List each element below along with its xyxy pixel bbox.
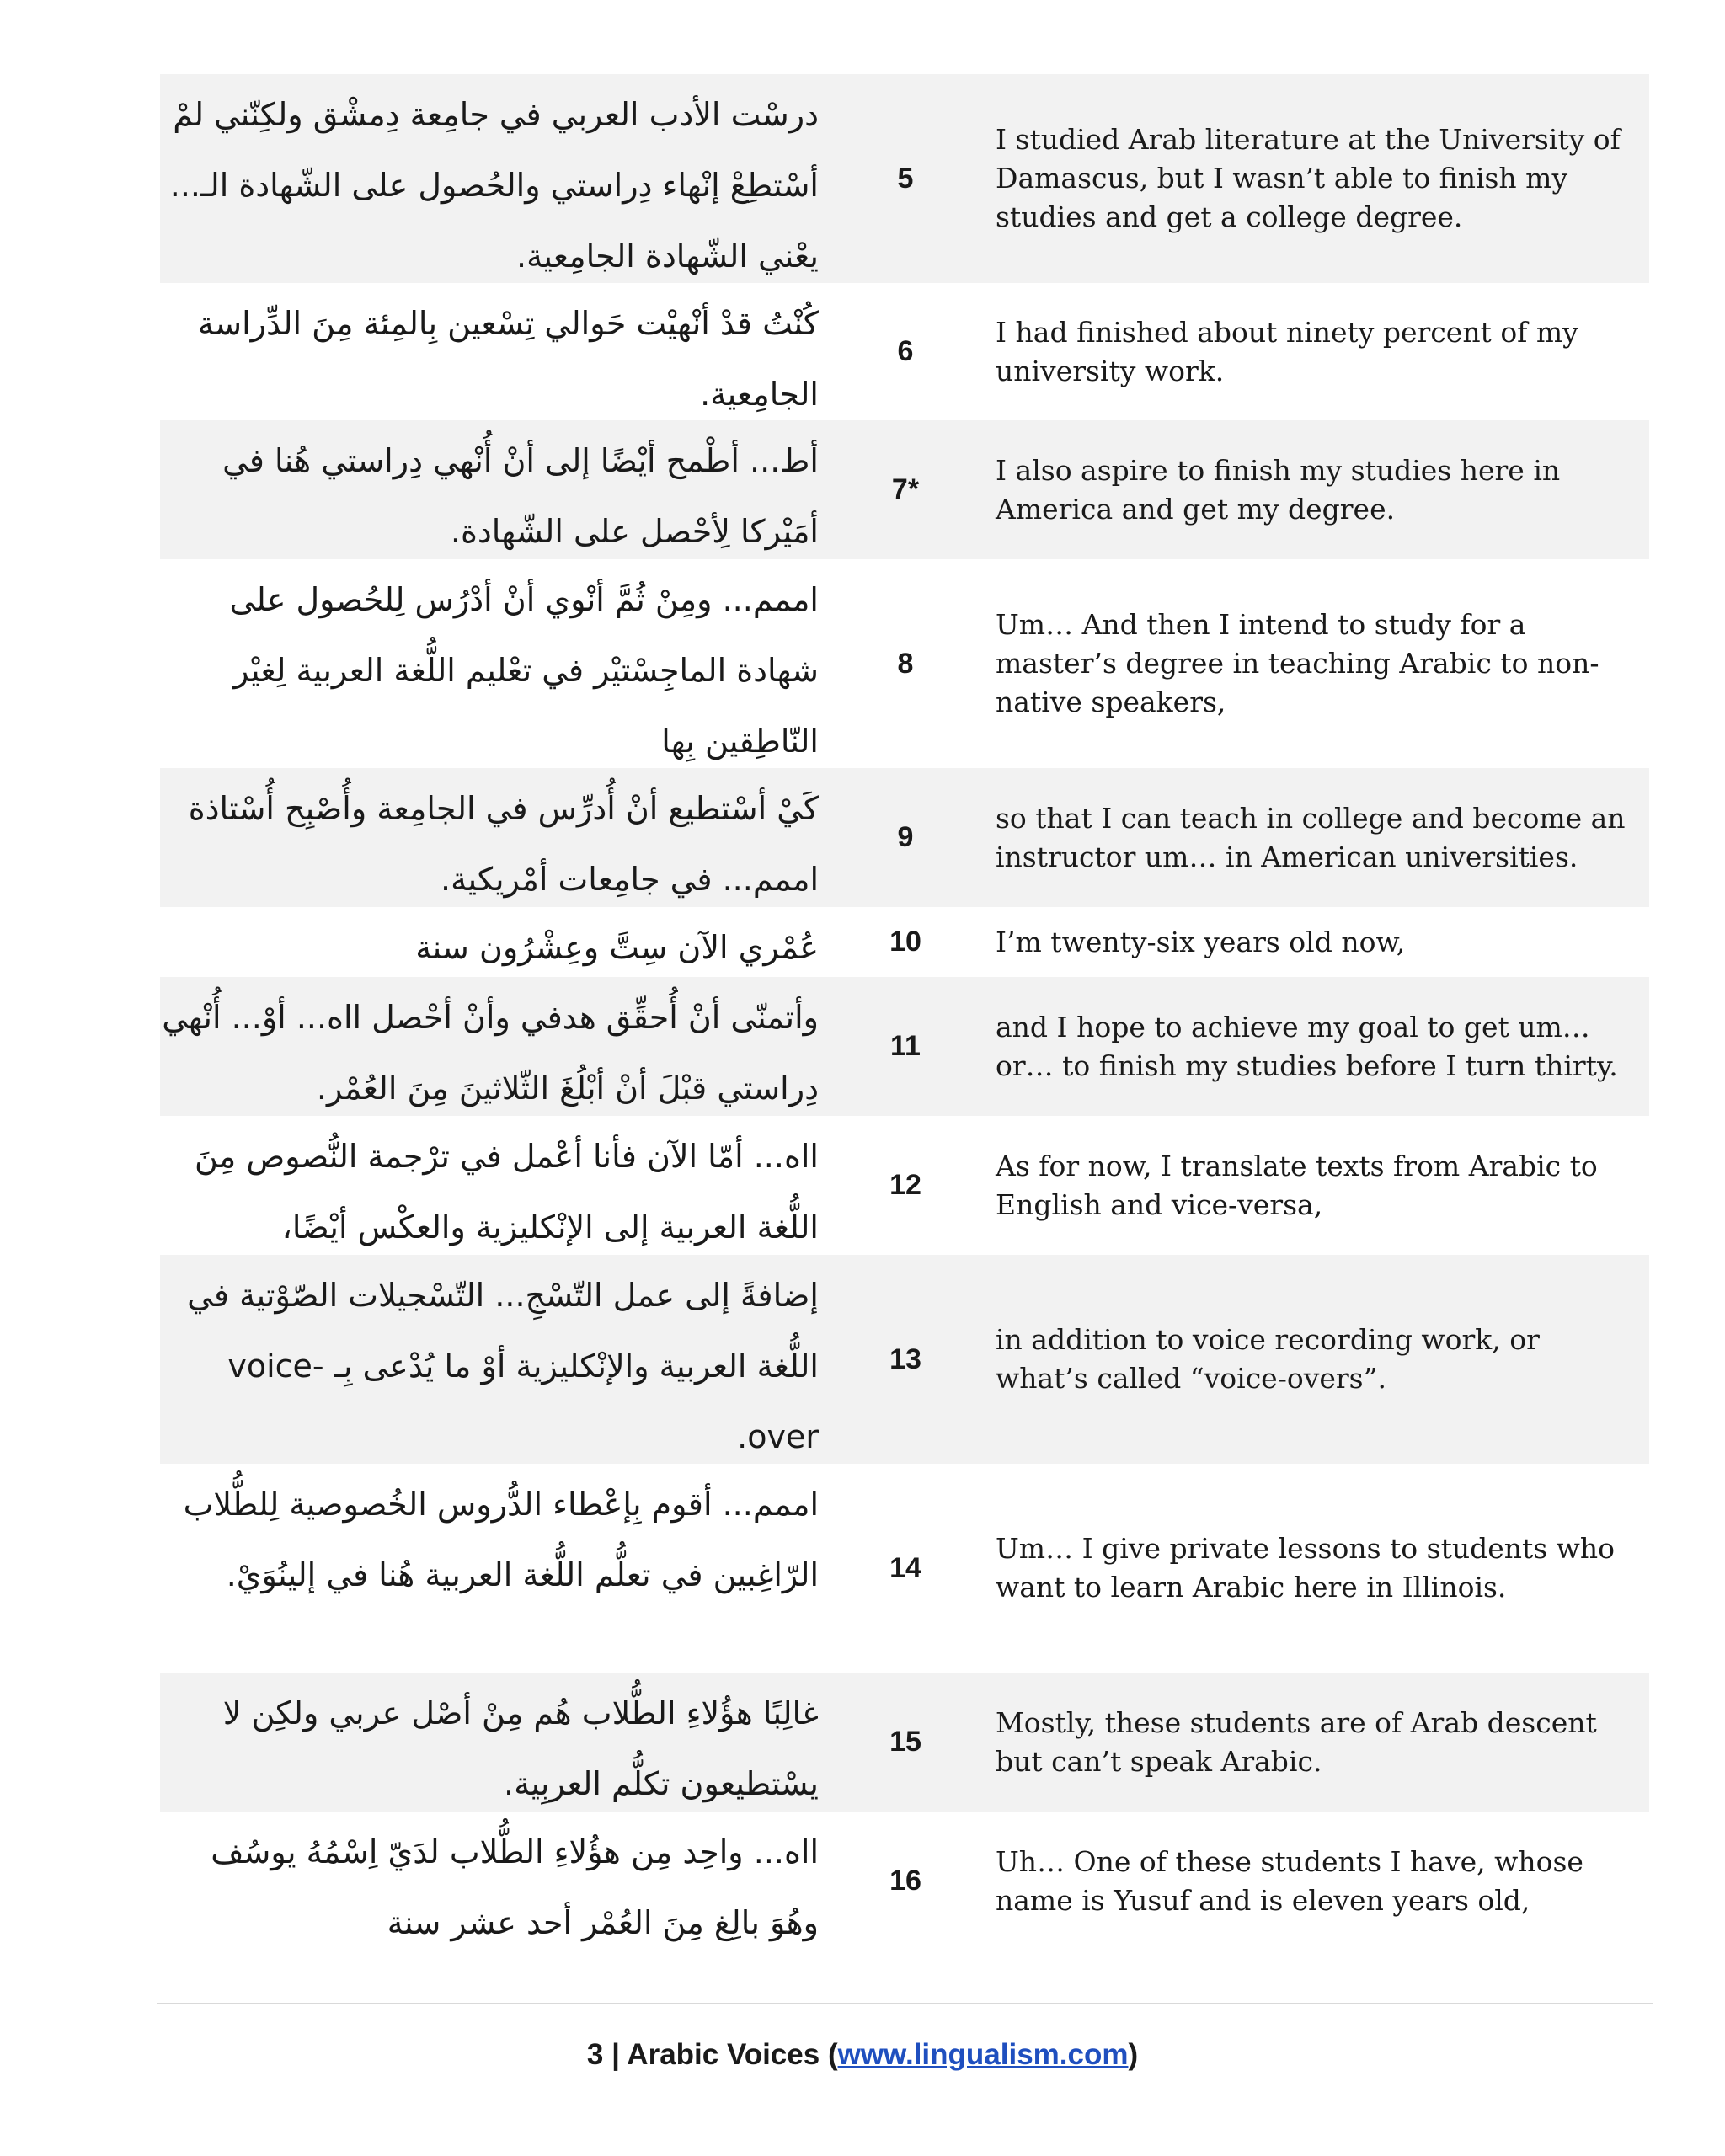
arabic-text: اممم... ومِنْ ثُمَّ أنْوي أنْ أدْرُس لِلحُصول على شهادة الماجِسْتيْر في تعْليم اللُّغة العربية لِغيْر النّاطِقين بِها [229, 581, 819, 760]
arabic-text: كَيْ أسْتطيع أنْ أُدرِّس في الجامِعة وأُصْبِح أُسْتاذة اممم... في جامِعات أمْريكية. [188, 790, 819, 898]
english-translation: so that I can teach in college and become an instructor um… in American universities. [996, 801, 1626, 873]
footer-close-paren: ) [1128, 2038, 1139, 2071]
english-cell [996, 1673, 1636, 1812]
footer-title: Arabic Voices [627, 2038, 820, 2071]
footer-link[interactable]: www.lingualism.com [837, 2038, 1129, 2071]
line-number: 13 [889, 1342, 921, 1375]
english-translation: and I hope to achieve my goal to get um… or… to finish my studies before I turn thirty. [996, 1010, 1618, 1082]
english-cell [996, 1116, 1636, 1255]
table-row [160, 907, 1649, 977]
table-row [160, 768, 1649, 907]
arabic-text: أط... أطْمح أيْضًا إلى أنْ أُنْهي دِراستي هُنا في أمَيْركا لِأحْصل على الشّهادة. [222, 442, 819, 550]
arabic-text: غالِبًا هؤُلاءِ الطُّلاب هُم مِنْ أصْل عربي ولكِن لا يسْتطيعون تكلُّم العربِية. [222, 1694, 819, 1802]
english-translation: I’m twenty-six years old now, [996, 925, 1406, 958]
english-translation: I also aspire to finish my studies here in America and get my degree. [996, 453, 1561, 526]
line-number: 14 [889, 1551, 921, 1584]
english-cell [996, 1255, 1636, 1464]
footer-separator: | [611, 2038, 620, 2071]
english-cell [996, 907, 1636, 977]
english-cell [996, 1812, 1636, 1951]
line-number: 5 [897, 162, 914, 195]
english-translation: Um… I give private lessons to students who want to learn Arabic here in Illinois. [996, 1532, 1616, 1604]
english-cell [996, 977, 1636, 1116]
english-translation: Um… And then I intend to study for a master’s degree in teaching Arabic to non-native speakers, [996, 608, 1599, 718]
english-translation: I studied Arab literature at the University of Damascus, but I wasn’t able to finish my studies and get a college degree. [996, 123, 1621, 233]
arabic-text: ااه... أمّا الآن فأنا أعْمل في ترْجمة النُّصوص مِنَ اللُّغة العربية إلى الإنْكليزية والعكْس أيْضًا، [194, 1138, 819, 1246]
line-number: 9 [897, 821, 914, 853]
arabic-text: وأتمنّى أنْ أُحقِّق هدفي وأنْ أحْصل ااه... أوْ... أُنْهي دِراستي قبْلَ أنْ أبْلُغَ الثّلاثينَ مِنَ العُمْر. [162, 999, 819, 1107]
page-footer [0, 2038, 1725, 2072]
english-cell [996, 768, 1636, 907]
line-number: 10 [889, 926, 921, 958]
table-row [160, 283, 1649, 420]
line-number: 11 [890, 1030, 921, 1062]
line-number: 12 [889, 1169, 921, 1201]
table-row [160, 1812, 1649, 1951]
english-cell [996, 1464, 1636, 1673]
table-row [160, 74, 1649, 283]
line-number: 8 [897, 647, 914, 680]
table-row [160, 977, 1649, 1116]
table-row [160, 1255, 1649, 1464]
arabic-text: كُنْتُ قدْ أنْهيْت حَوالي تِسْعين بِالمِئة مِنَ الدِّراسة الجامِعية. [197, 305, 819, 413]
english-cell [996, 283, 1636, 420]
arabic-text: إضافةً إلى عمل التّسْجِ... التّسْجيلات الصّوْتية في اللُّغة العربية والإنْكليزية أوْ ما يُدْعى بِـ voice-over. [187, 1277, 819, 1455]
table-row [160, 1464, 1649, 1673]
arabic-text: درسْت الأدب العربي في جامِعة دِمشْق ولكِنّني لمْ أسْتطِعْ إنْهاء دِراستي والحُصول على الشّهادة الـ... يعْني الشّهادة الجامِعية. [169, 96, 819, 275]
table-row [160, 559, 1649, 768]
line-number: 15 [889, 1726, 921, 1758]
line-number: 6 [897, 335, 914, 367]
english-cell [996, 420, 1636, 559]
footer-open-paren: ( [827, 2038, 838, 2071]
table-row [160, 1116, 1649, 1255]
english-translation: Uh… One of these students I have, whose name is Yusuf and is eleven years old, [996, 1844, 1583, 1917]
english-translation: I had finished about ninety percent of my university work. [996, 315, 1578, 387]
arabic-text: عُمْري الآن سِتَّ وعِشْرُون سنة [415, 929, 819, 966]
english-translation: As for now, I translate texts from Arabic to English and vice-versa, [996, 1149, 1598, 1221]
line-number: 16 [889, 1865, 921, 1897]
arabic-text: ااه... واحِد مِن هؤُلاءِ الطُّلاب لدَيّ اِسْمُهُ يوسُف وهُوَ بالِغ مِنَ العُمْر أحد عشر سنة [211, 1833, 819, 1941]
transcript-table [160, 74, 1649, 1951]
line-number: 7* [891, 473, 920, 505]
english-cell [996, 559, 1636, 768]
page-number: 3 [586, 2038, 604, 2071]
table-row [160, 420, 1649, 559]
table-row [160, 1673, 1649, 1812]
english-translation: Mostly, these students are of Arab descent but can’t speak Arabic. [996, 1705, 1597, 1778]
footer-divider [157, 2003, 1653, 2004]
english-translation: in addition to voice recording work, or what’s called “voice-overs”. [996, 1323, 1540, 1395]
english-cell [996, 74, 1636, 283]
arabic-text: اممم... أقوم بِإعْطاء الدُّروس الخُصوصية لِلطُّلاب الرّاغِبين في تعلُّم اللُّغة العربية هُنا في إلينُوَيْ. [183, 1486, 819, 1593]
